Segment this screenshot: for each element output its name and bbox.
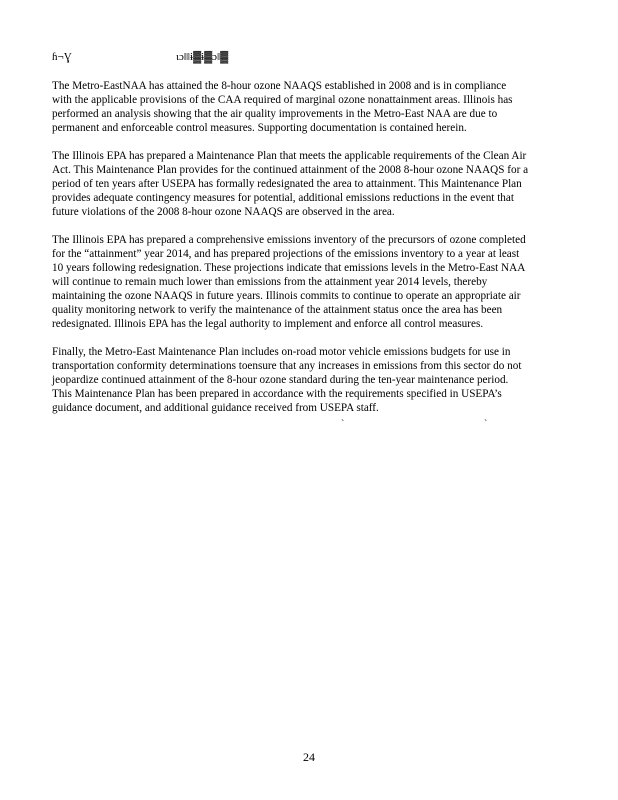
text-line: guidance document, and additional guidance received from USEPA staff. — [52, 402, 379, 414]
text-line: will continue to remain much lower than emissions from the attainment year 2014 levels, thereby — [52, 276, 488, 288]
text-line: for the “attainment” year 2014, and has prepared projections of the emissions inventory to a year at least — [52, 248, 520, 260]
heading-label: ɦ¬Ɣ — [52, 51, 72, 63]
stray-mark: ` — [484, 419, 488, 430]
page-number: 24 — [303, 750, 315, 764]
text-line: provides adequate contingency measures for potential, additional emissions reductions in the event that — [52, 192, 514, 204]
text-line: performed an analysis showing that the air quality improvements in the Metro-East NAA are due to — [52, 108, 498, 120]
text-line: This Maintenance Plan has been prepared in accordance with the requirements specified in USEPA’s — [52, 388, 502, 400]
text-line: The Metro-EastNAA has attained the 8-hour ozone NAAQS established in 2008 and is in compliance — [52, 80, 507, 92]
text-line: redesignated. Illinois EPA has the legal authority to implement and enforce all control measures. — [52, 318, 484, 330]
text-line: period of ten years after USEPA has formally redesignated the area to attainment. This Maintenance Plan — [52, 178, 522, 190]
body-text — [52, 79, 572, 429]
text-line: jeopardize continued attainment of the 8-hour ozone standard during the ten-year maintenance period. — [52, 374, 509, 386]
text-line: The Illinois EPA has prepared a comprehensive emissions inventory of the precursors of ozone completed — [52, 234, 526, 246]
paragraph-conformity — [52, 345, 572, 415]
text-line: Act. This Maintenance Plan provides for the continued attainment of the 2008 8-hour ozone NAAQS for a — [52, 164, 529, 176]
text-line: quality monitoring network to verify the maintenance of the attainment status once the area has been — [52, 304, 503, 316]
text-line: Finally, the Metro-East Maintenance Plan includes on-road motor vehicle emissions budgets for use in — [52, 346, 511, 358]
heading-title: ɩɔ‖‖ɨ▓ɨ▓ɔ‖▓ — [176, 51, 229, 63]
text-line: permanent and enforceable control measures. Supporting documentation is contained herein. — [52, 122, 467, 134]
stray-mark: ` — [341, 419, 345, 430]
paragraph-emissions-inventory — [52, 233, 572, 331]
text-line: transportation conformity determinations toensure that any increases in emissions from this sector do not — [52, 360, 522, 372]
paragraph-maintenance-plan — [52, 149, 572, 219]
paragraph-attainment — [52, 79, 572, 135]
text-line: The Illinois EPA has prepared a Maintenance Plan that meets the applicable requirements of the Clean Air — [52, 150, 527, 162]
text-line: maintaining the ozone NAAQS in future years. Illinois commits to continue to operate an appropriate air — [52, 290, 521, 302]
text-line: with the applicable provisions of the CAA required of marginal ozone nonattainment areas. Illinois has — [52, 94, 513, 106]
text-line: future violations of the 2008 8-hour ozone NAAQS are observed in the area. — [52, 206, 395, 218]
text-line: 10 years following redesignation. These projections indicate that emissions levels in the Metro-East NAA — [52, 262, 526, 274]
section-heading — [52, 50, 572, 66]
